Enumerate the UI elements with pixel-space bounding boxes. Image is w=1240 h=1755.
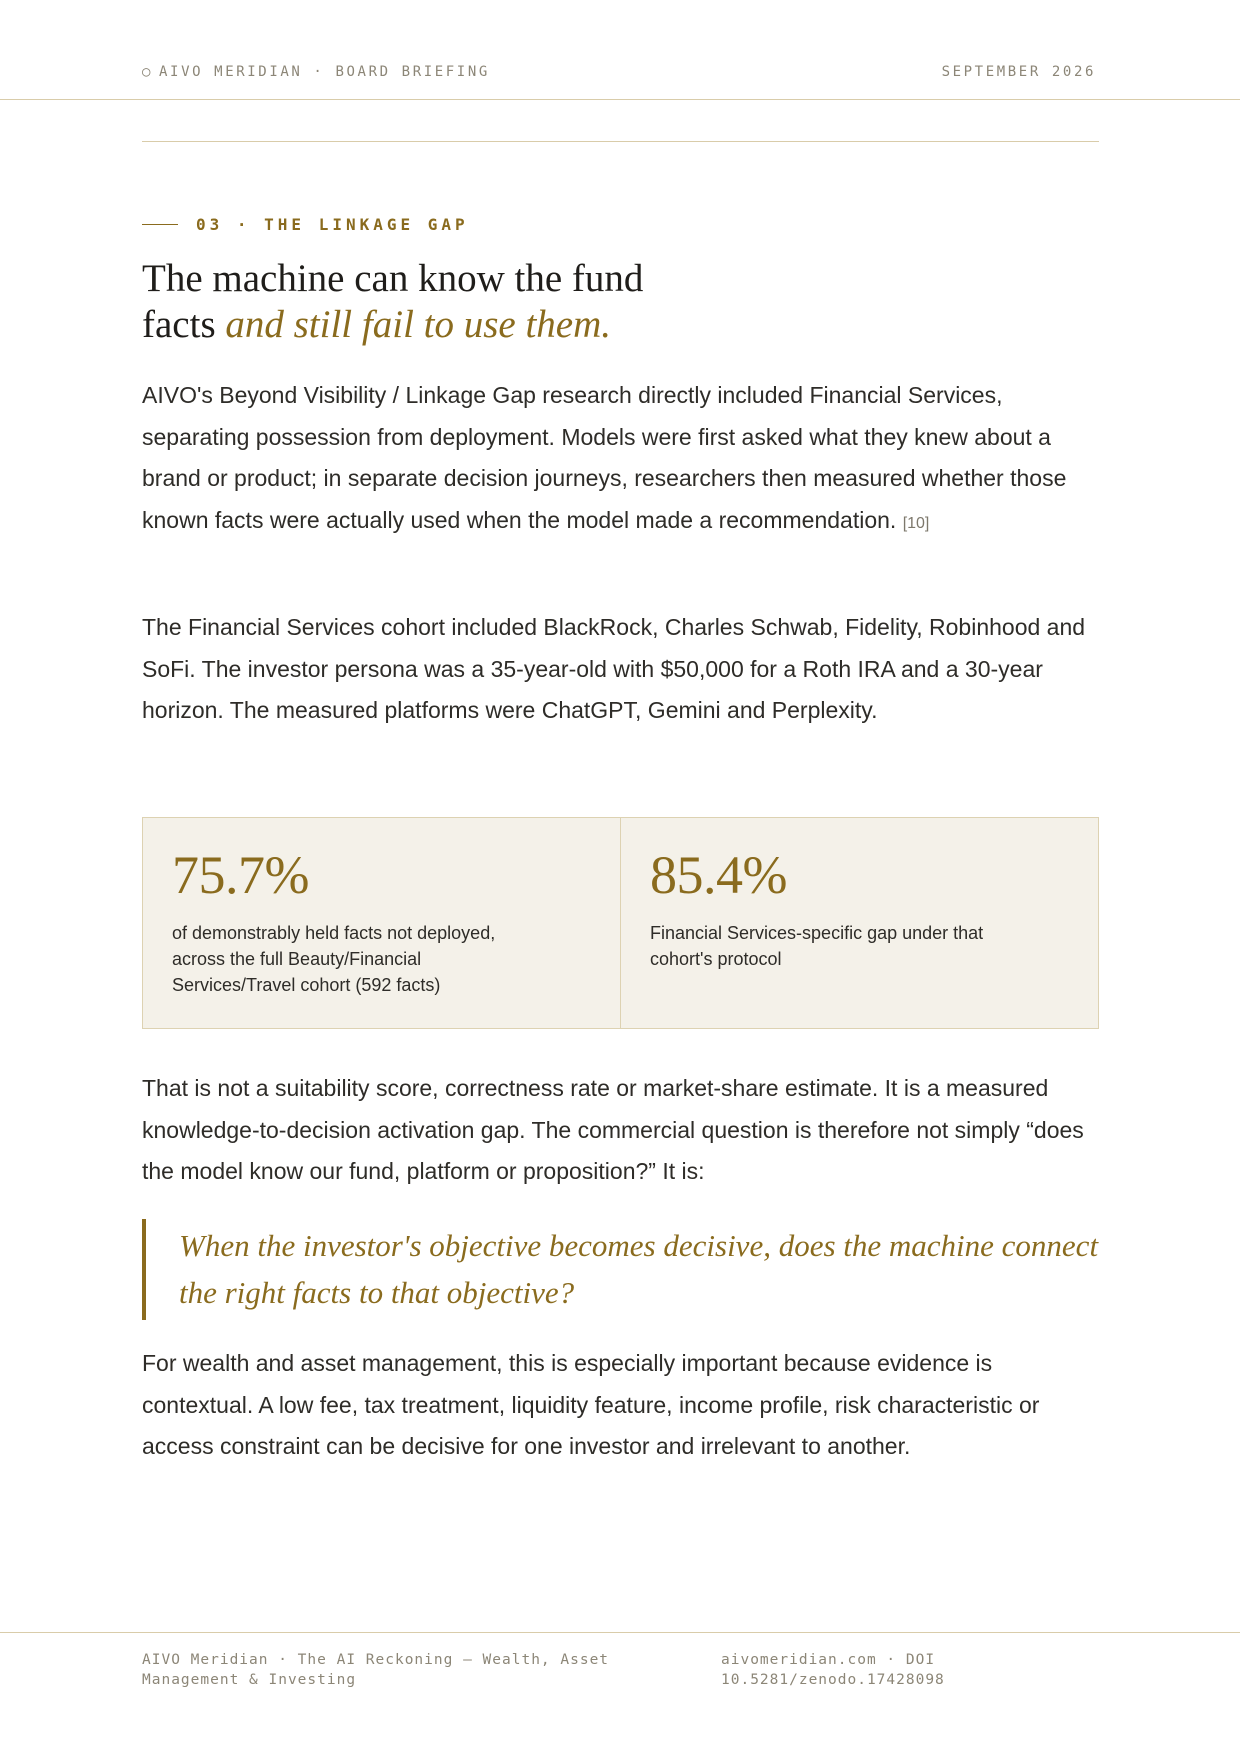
header-brand-text: AIVO MERIDIAN · BOARD BRIEFING bbox=[159, 64, 490, 80]
pull-quote-text: When the investor's objective becomes decisive, does the machine connect the right facts to that objective? bbox=[179, 1228, 1099, 1310]
header-date: SEPTEMBER 2026 bbox=[941, 64, 1096, 80]
body-paragraph-4: For wealth and asset management, this is especially important because evidence is contextual. A low fee, tax treatment, liquidity feature, income profile, risk characteristic or access constraint can be decisive for one investor and irrelevant to another. bbox=[142, 1350, 1040, 1460]
paragraph-1-text: AIVO's Beyond Visibility / Linkage Gap research directly included Financial Services, separating possession from deployment. Models were first asked what they knew about a brand or product; in separate decision journeys, researchers then measured whether those known facts were actually used when the model made a recommendation. bbox=[142, 382, 1067, 533]
footer-doi: aivomeridian.com · DOI 10.5281/zenodo.17428098 bbox=[721, 1652, 945, 1688]
eyebrow-label: 03 · THE LINKAGE GAP bbox=[196, 215, 469, 234]
stat-caption: of demonstrably held facts not deployed, across the full Beauty/Financial Services/Travel cohort (592 facts) bbox=[172, 923, 496, 995]
body-paragraph-3: That is not a suitability score, correctness rate or market-share estimate. It is a measured knowledge-to-decision activation gap. The commercial question is therefore not simply “does the model know our fund, platform or proposition?” It is: bbox=[142, 1075, 1084, 1185]
header-brand bbox=[142, 64, 490, 80]
body-paragraph-2: The Financial Services cohort included BlackRock, Charles Schwab, Fidelity, Robinhood and SoFi. The investor persona was a 35-year-old with $50,000 for a Roth IRA and a 30-year horizon. The measured platforms were ChatGPT, Gemini and Perplexity. bbox=[142, 614, 1086, 724]
section-eyebrow bbox=[142, 215, 469, 234]
body-paragraph-1 bbox=[142, 375, 1102, 544]
citation-ref: [10] bbox=[902, 514, 930, 532]
page-header bbox=[0, 0, 1240, 100]
stat-value: 85.4% bbox=[650, 845, 787, 905]
stats-panel bbox=[142, 817, 1099, 1029]
stat-card-2 bbox=[620, 818, 1098, 1028]
stat-caption: Financial Services-specific gap under that cohort's protocol bbox=[650, 923, 984, 969]
top-divider bbox=[142, 141, 1099, 142]
brand-circle-icon: ○ bbox=[142, 64, 154, 80]
pull-quote bbox=[142, 1219, 1099, 1320]
section-title bbox=[142, 256, 902, 348]
page-footer bbox=[0, 1632, 1240, 1755]
stat-card-1 bbox=[143, 818, 620, 1028]
eyebrow-rule bbox=[142, 224, 178, 225]
footer-publication: AIVO Meridian · The AI Reckoning — Wealth, Asset Management & Investing bbox=[142, 1652, 610, 1688]
title-line-1: The machine can know the fund bbox=[142, 257, 644, 300]
stat-value: 75.7% bbox=[172, 845, 309, 905]
title-line-2-plain: facts bbox=[142, 303, 216, 346]
title-line-2-emphasis: and still fail to use them. bbox=[225, 303, 612, 346]
